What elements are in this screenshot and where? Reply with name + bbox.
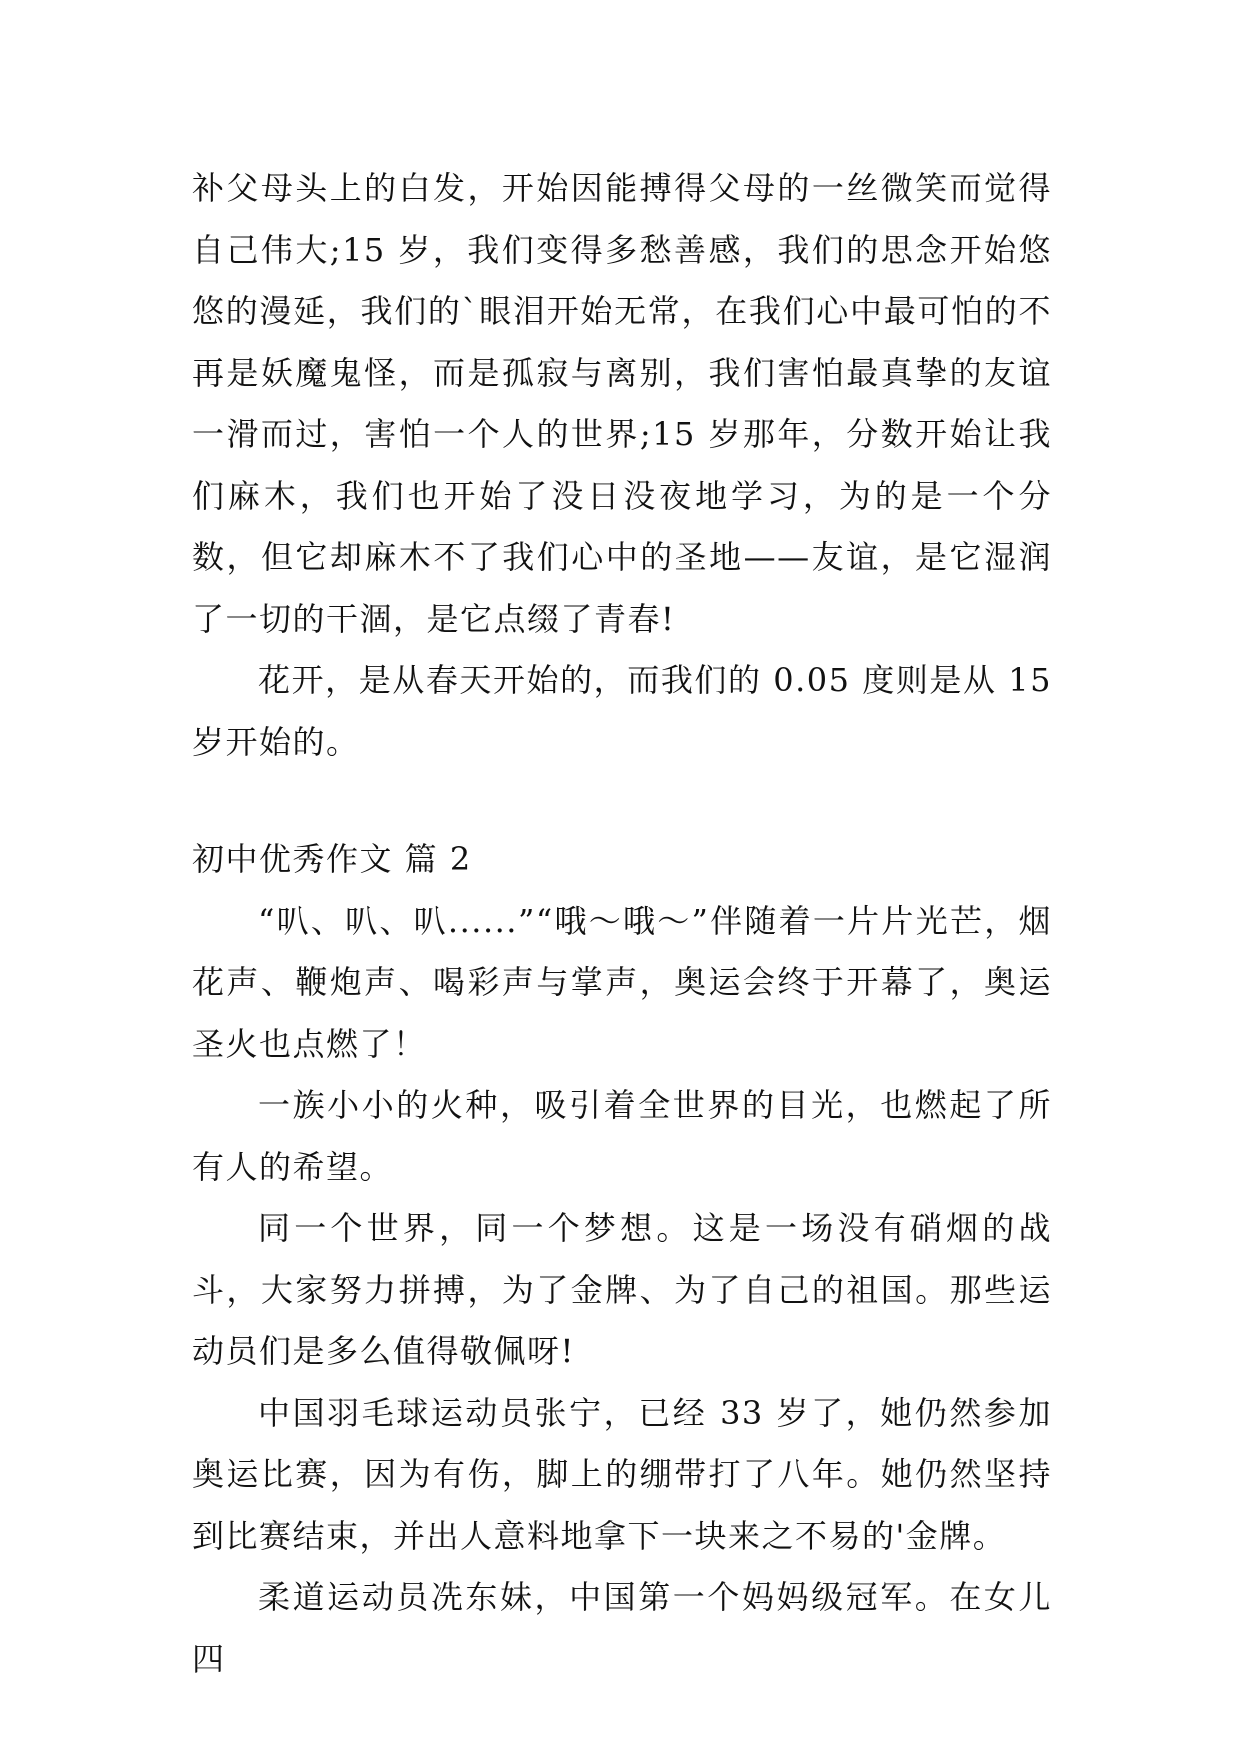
paragraph-continued: 补父母头上的白发，开始因能搏得父母的一丝微笑而觉得自己伟大;15 岁，我们变得多愁善感，我们的思念开始悠悠的漫延，我们的`眼泪开始无常，在我们心中最可怕的不再是妖魔鬼怪，而是孤寂与离别，我们害怕最真挚的友谊一滑而过，害怕一个人的世界;15 岁那年，分数开始让我们麻木，我们也开始了没日没夜地学习，为的是一个分数，但它却麻木不了我们心中的圣地——友谊，是它湿润了一切的干涸，是它点缀了青春! — [192, 169, 1052, 638]
paragraph-flower: 花开，是从春天开始的，而我们的 0.05 度则是从 15 岁开始的。 — [192, 661, 1052, 761]
paragraph-xian-dongmei: 柔道运动员冼东妹，中国第一个妈妈级冠军。在女儿四 — [192, 1578, 1052, 1678]
document-body — [192, 158, 1052, 1690]
paragraph-opening-ceremony: “叭、叭、叭......”“哦～哦～”伴随着一片片光芒，烟花声、鞭炮声、喝彩声与掌声，奥运会终于开幕了，奥运圣火也点燃了！ — [192, 901, 1052, 1063]
section-heading: 初中优秀作文 篇 2 — [192, 840, 472, 878]
paragraph-one-world: 同一个世界，同一个梦想。这是一场没有硝烟的战斗，大家努力拼搏，为了金牌、为了自己的祖国。那些运动员们是多么值得敬佩呀! — [192, 1209, 1052, 1370]
paragraph-zhang-ning: 中国羽毛球运动员张宁，已经 33 岁了，她仍然参加奥运比赛，因为有伤，脚上的绷带打了八年。她仍然坚持到比赛结束，并出人意料地拿下一块来之不易的'金牌。 — [192, 1393, 1052, 1555]
paragraph-torch: 一族小小的火种，吸引着全世界的目光，也燃起了所有人的希望。 — [192, 1086, 1052, 1186]
